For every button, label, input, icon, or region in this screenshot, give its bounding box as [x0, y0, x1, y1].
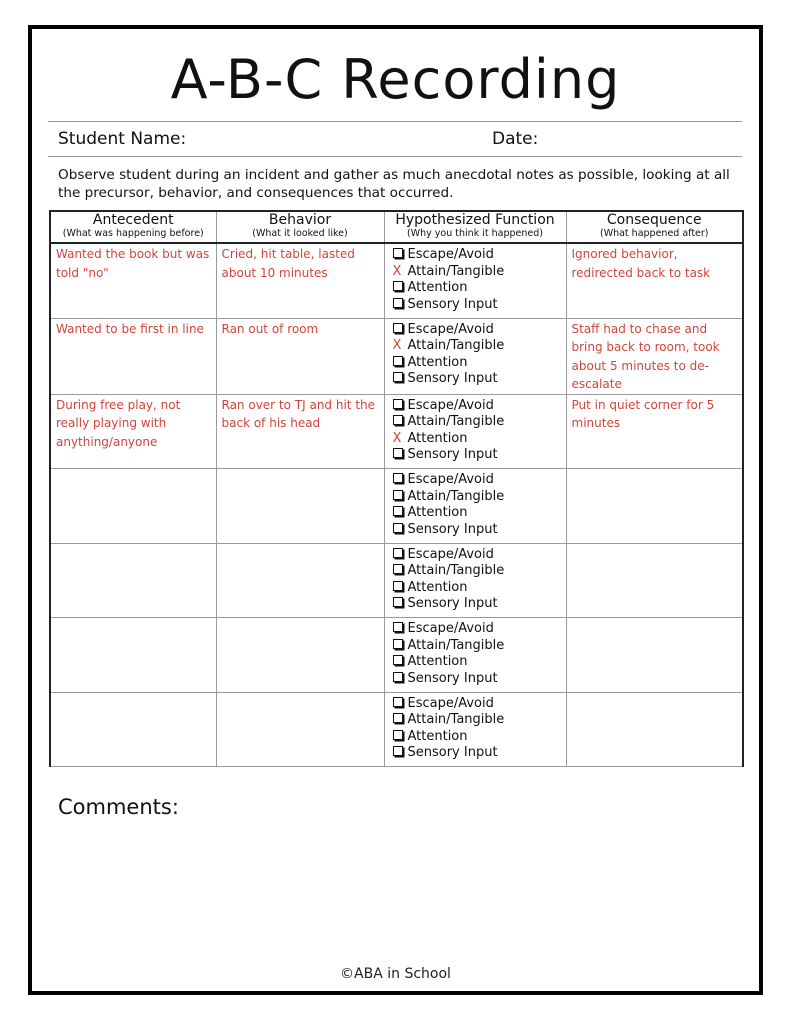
function-checklist [385, 544, 566, 613]
behavior-cell[interactable] [216, 543, 384, 618]
function-option-label: Attention [407, 505, 468, 521]
checkbox-icon[interactable] [393, 548, 403, 558]
checkbox-icon[interactable] [393, 490, 403, 500]
behavior-cell[interactable] [216, 318, 384, 394]
function-option-label: Escape/Avoid [407, 546, 494, 562]
function-option-label: Escape/Avoid [407, 397, 494, 413]
x-check-icon[interactable]: X [392, 430, 402, 446]
checkbox-icon[interactable] [393, 597, 403, 607]
x-check-icon[interactable]: X [392, 338, 402, 354]
consequence-cell[interactable] [566, 243, 743, 318]
function-checklist [385, 469, 566, 538]
table-row [50, 618, 743, 693]
behavior-cell[interactable] [216, 692, 384, 767]
function-option[interactable] [393, 322, 566, 339]
function-option[interactable] [393, 547, 566, 564]
checkbox-icon[interactable] [393, 281, 403, 291]
copyright-footer: ©ABA in School [340, 966, 451, 982]
behavior-note [217, 544, 384, 545]
consequence-note [567, 693, 743, 694]
behavior-cell[interactable] [216, 469, 384, 544]
column-header: Consequence (What happened after) [566, 211, 743, 243]
table-row [50, 243, 743, 318]
checkbox-icon[interactable] [393, 506, 403, 516]
function-option[interactable] [393, 414, 566, 431]
function-option-label: Escape/Avoid [407, 472, 494, 487]
table-header-row [50, 211, 743, 243]
table-row [50, 318, 743, 394]
behavior-note [217, 618, 384, 619]
comments-label: Comments: [58, 795, 179, 819]
function-option-label: Escape/Avoid [407, 695, 494, 711]
function-option-label: Attention [407, 280, 468, 296]
checkbox-icon[interactable] [393, 323, 403, 333]
function-option-label: Attention [407, 728, 468, 744]
column-header: Behavior (What it looked like) [216, 211, 384, 243]
consequence-note [567, 469, 743, 470]
checkbox-icon[interactable] [393, 639, 403, 649]
antecedent-cell[interactable] [50, 318, 216, 394]
function-checklist [385, 693, 566, 762]
checkbox-icon[interactable] [393, 730, 403, 740]
table-row [50, 543, 743, 618]
function-option[interactable] [393, 355, 566, 372]
antecedent-cell[interactable] [50, 469, 216, 544]
table-row [50, 469, 743, 544]
function-option-label: Attention [407, 654, 468, 670]
checkbox-icon[interactable] [393, 473, 403, 483]
consequence-cell[interactable] [566, 692, 743, 767]
student-name-label: Student Name: [58, 129, 187, 149]
function-option[interactable] [393, 447, 566, 464]
checkbox-icon[interactable] [393, 415, 403, 425]
behavior-cell[interactable] [216, 618, 384, 693]
antecedent-note: Wanted the book but was told "no" [56, 247, 210, 280]
function-option-label: Attention [407, 430, 468, 446]
function-option[interactable] [393, 729, 566, 746]
consequence-cell[interactable] [566, 543, 743, 618]
function-option[interactable] [393, 472, 566, 489]
function-option[interactable] [393, 338, 566, 355]
function-option[interactable] [393, 522, 566, 539]
antecedent-note [51, 469, 216, 470]
function-option[interactable] [393, 638, 566, 655]
consequence-note: Staff had to chase and bring back to room, took about 5 minutes to de-escalate [571, 321, 720, 391]
function-option[interactable] [393, 398, 566, 415]
function-option-label: Sensory Input [407, 447, 498, 463]
function-option-label: Attention [407, 354, 468, 370]
function-option-label: Attain/Tangible [407, 563, 505, 579]
page-title: A-B-C Recording [170, 48, 621, 111]
behavior-note: Cried, hit table, lasted about 10 minutes [221, 247, 355, 280]
date-label: Date: [492, 129, 539, 149]
function-cell [384, 618, 566, 693]
antecedent-cell[interactable] [50, 243, 216, 318]
function-option[interactable] [393, 371, 566, 388]
function-option[interactable] [393, 745, 566, 762]
behavior-cell[interactable] [216, 243, 384, 318]
function-cell [384, 692, 566, 767]
column-header: Antecedent (What was happening before) [50, 211, 216, 243]
behavior-note: Ran out of room [221, 321, 319, 336]
checkbox-icon[interactable] [393, 356, 403, 366]
checkbox-icon[interactable] [393, 746, 403, 756]
checkbox-icon[interactable] [393, 697, 403, 707]
function-option-label: Sensory Input [407, 596, 498, 612]
consequence-note [567, 618, 743, 619]
function-option-label: Sensory Input [407, 371, 498, 387]
function-option-label: Attain/Tangible [407, 338, 505, 354]
antecedent-note [51, 693, 216, 694]
function-option[interactable] [393, 621, 566, 638]
function-option-label: Sensory Input [407, 670, 498, 686]
divider [48, 121, 742, 122]
behavior-note [217, 693, 384, 694]
function-option[interactable] [393, 671, 566, 688]
column-header: Hypothesized Function (Why you think it happened) [384, 211, 566, 243]
divider [48, 156, 742, 157]
behavior-note [217, 469, 384, 470]
function-option-label: Attain/Tangible [407, 712, 505, 728]
function-cell [384, 543, 566, 618]
antecedent-cell[interactable] [50, 543, 216, 618]
function-cell [384, 394, 566, 469]
function-option[interactable] [393, 563, 566, 580]
function-option[interactable] [393, 264, 566, 281]
function-option[interactable] [393, 712, 566, 729]
function-option-label: Attain/Tangible [407, 488, 505, 504]
function-cell [384, 318, 566, 394]
function-option-label: Attention [407, 579, 468, 595]
antecedent-note [51, 618, 216, 619]
consequence-note: Put in quiet corner for 5 minutes [571, 397, 715, 430]
function-option-label: Sensory Input [407, 521, 498, 537]
consequence-note: Ignored behavior, redirected back to task [571, 247, 711, 280]
function-option[interactable] [393, 596, 566, 613]
function-option-label: Escape/Avoid [407, 247, 494, 262]
behavior-note: Ran over to TJ and hit the back of his head [221, 397, 376, 430]
function-option-label: Attain/Tangible [407, 414, 505, 430]
function-option[interactable] [393, 654, 566, 671]
x-check-icon[interactable]: X [392, 263, 402, 279]
checkbox-icon[interactable] [393, 655, 403, 665]
function-option[interactable] [393, 297, 566, 314]
function-option[interactable] [393, 580, 566, 597]
checkbox-icon[interactable] [393, 581, 403, 591]
consequence-note [567, 544, 743, 545]
checkbox-icon[interactable] [393, 622, 403, 632]
function-checklist [385, 395, 566, 464]
function-option[interactable] [393, 280, 566, 297]
function-checklist [385, 618, 566, 687]
checkbox-icon[interactable] [393, 713, 403, 723]
consequence-cell[interactable] [566, 394, 743, 469]
antecedent-note [51, 544, 216, 545]
checkbox-icon[interactable] [393, 399, 403, 409]
checkbox-icon[interactable] [393, 672, 403, 682]
behavior-cell[interactable] [216, 394, 384, 469]
function-cell [384, 243, 566, 318]
function-checklist [385, 244, 566, 313]
function-checklist [385, 319, 566, 388]
function-option[interactable] [393, 247, 566, 264]
consequence-cell[interactable] [566, 469, 743, 544]
antecedent-cell[interactable] [50, 618, 216, 693]
table-row [50, 394, 743, 469]
function-option[interactable] [393, 505, 566, 522]
abc-table [49, 210, 744, 767]
function-option[interactable] [393, 489, 566, 506]
checkbox-icon[interactable] [393, 448, 403, 458]
checkbox-icon[interactable] [393, 248, 403, 258]
antecedent-note: Wanted to be first in line [56, 321, 204, 336]
function-option[interactable] [393, 696, 566, 713]
checkbox-icon[interactable] [393, 523, 403, 533]
function-option-label: Attain/Tangible [407, 263, 505, 279]
function-cell [384, 469, 566, 544]
function-option-label: Escape/Avoid [407, 621, 494, 636]
function-option[interactable] [393, 431, 566, 448]
antecedent-cell[interactable] [50, 394, 216, 469]
antecedent-cell[interactable] [50, 692, 216, 767]
function-option-label: Sensory Input [407, 745, 498, 761]
antecedent-note: During free play, not really playing with anything/anyone [56, 397, 181, 449]
checkbox-icon[interactable] [393, 298, 403, 308]
function-option-label: Escape/Avoid [407, 321, 494, 337]
function-option-label: Attain/Tangible [407, 637, 505, 653]
consequence-cell[interactable] [566, 618, 743, 693]
checkbox-icon[interactable] [393, 372, 403, 382]
checkbox-icon[interactable] [393, 564, 403, 574]
table-row [50, 692, 743, 767]
function-option-label: Sensory Input [407, 296, 498, 312]
consequence-cell[interactable] [566, 318, 743, 394]
instructions: Observe student during an incident and gather as much anecdotal notes as possible, looking at all the precursor, behavior, and consequences that occurred. [58, 167, 730, 201]
